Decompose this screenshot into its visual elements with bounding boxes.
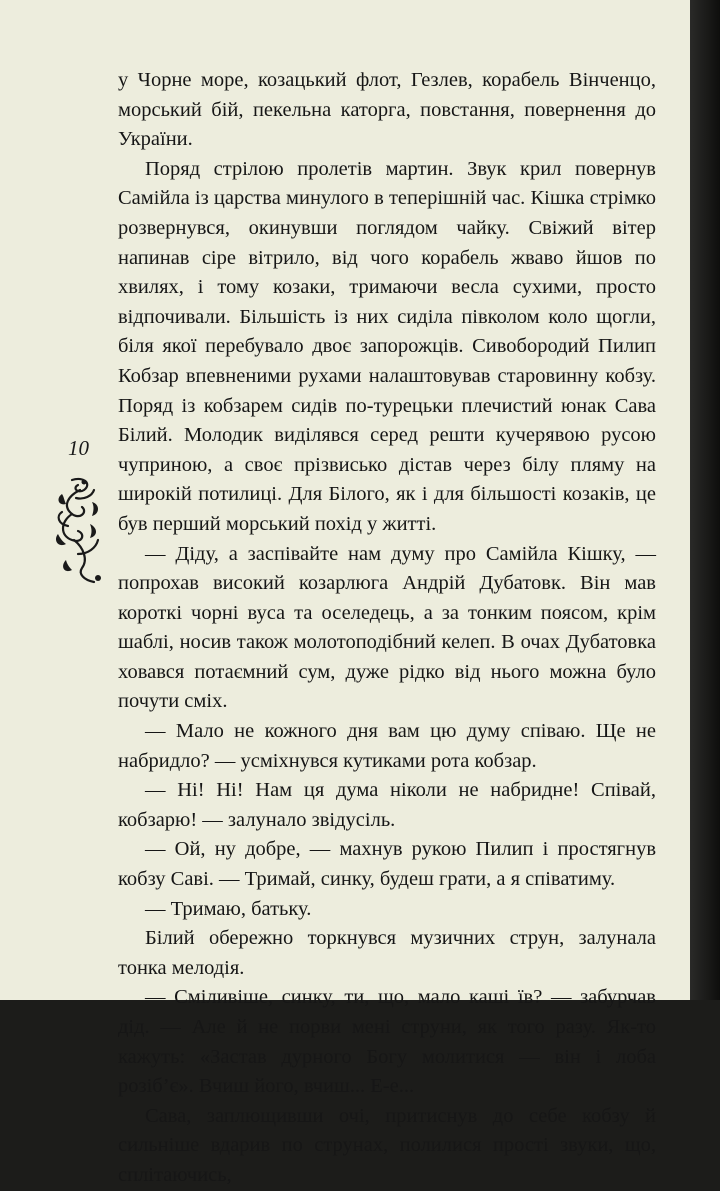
paragraph: у Чорне море, козацький флот, Гезлев, корабель Вінченцо, морський бій, пекельна каторга, повстання, повернення до України.: [118, 69, 656, 151]
floral-ornament-icon: [54, 474, 106, 586]
paragraph: Сава, заплющивши очі, притиснув до себе кобзу й сильніше вдарив по струнах, полилися прості звуки, що, сплітаючись,: [118, 1104, 656, 1186]
paragraph: — Ні! Ні! Нам ця дума ніколи не набридне! Співай, кобзарю! — залунало звідусіль.: [118, 779, 656, 831]
paragraph: Поряд стрілою пролетів мартин. Звук крил повернув Самійла із царства минулого в теперішній час. Кішка стрімко розвернувся, окинувши поглядом чайку. Свіжий вітер напинав сіре вітрило, від чого корабель жваво йшов по хвилях, і тому козаки, тримаючи весла сухими, просто відпочивали. Більшість із них сиділа півколом коло щогли, біля якої перебувало двоє запорожців. Сивобородий Пилип Кобзар впевненими рухами налаштовував старовинну кобзу. Поряд із кобзарем сидів по-турецьки плечистий юнак Сава Білий. Молодик виділявся серед решти кучерявою русою чуприною, а своє прізвисько дістав через білу пляму на широкій потилиці. Для Білого, як і для більшості козаків, це був перший морський похід у житті.: [118, 157, 656, 535]
page-number: 10: [68, 436, 89, 460]
paragraph: — Сміливіше, синку, ти, що, мало каші їв? — забурчав дід. — Але й не порви мені струни, як того разу. Як-то кажуть: «Застав дурного Богу молитися — він і лоба розіб’є». Вчиш його, вчиш... Е-е...: [118, 986, 656, 1098]
paragraph: — Діду, а заспівайте нам думу про Самійла Кішку, — попрохав високий козарлюга Андрій Дубатовк. Він мав короткі чорні вуса та оселедець, а за тонким поясом, крім шаблі, носив також молотоподібний келеп. В очах Дубатовка ховався потаємний сум, дуже рідко від нього можна було почути сміх.: [118, 542, 656, 713]
paragraph: — Мало не кожного дня вам цю думу співаю. Ще не набридло? — усміхнувся кутиками рота кобзар.: [118, 720, 656, 772]
paragraph: Білий обережно торкнувся музичних струн, залунала тонка мелодія.: [118, 927, 656, 979]
body-text: [118, 66, 656, 1191]
page-edge: [690, 0, 720, 1000]
paragraph: — Ой, ну добре, — махнув рукою Пилип і простягнув кобзу Саві. — Тримай, синку, будеш грати, а я співатиму.: [118, 838, 656, 891]
paragraph: — Тримаю, батьку.: [145, 897, 312, 920]
